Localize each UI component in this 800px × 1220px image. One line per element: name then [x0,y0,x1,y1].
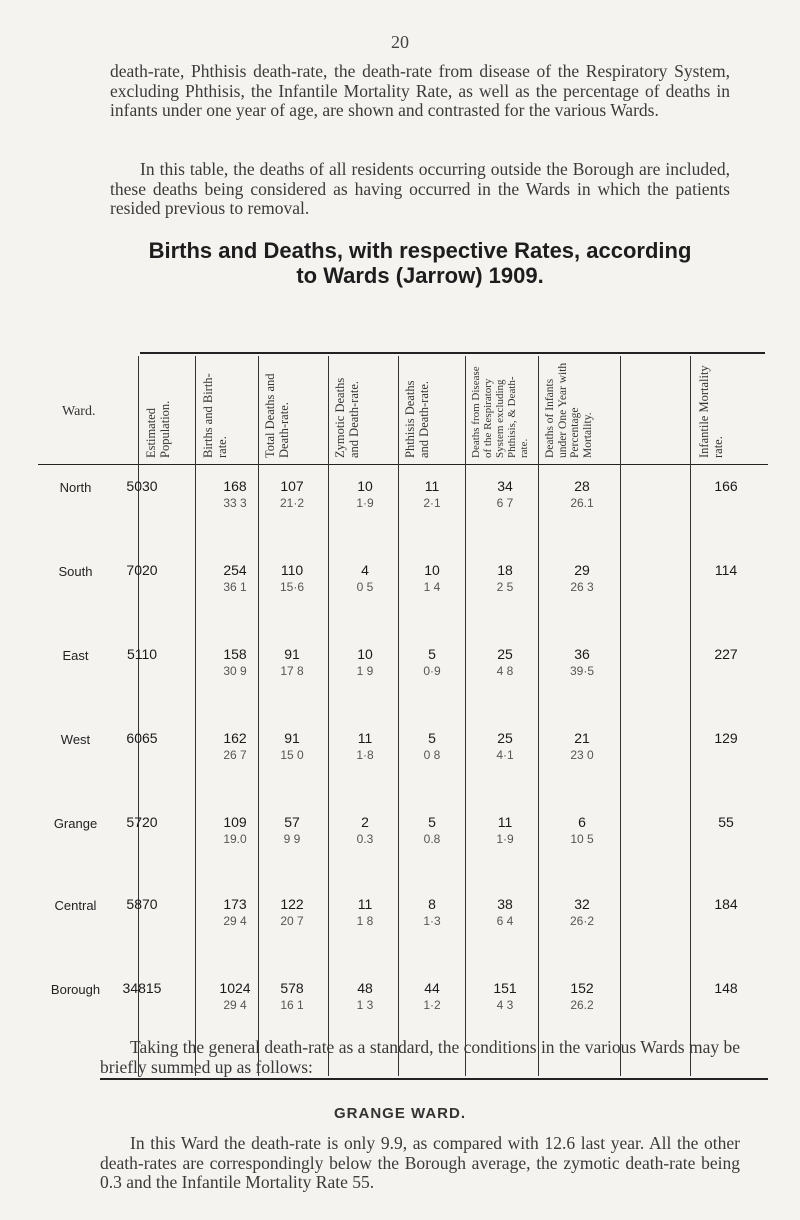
infant-mortality-cell: 148 [714,980,738,996]
ward-name: Grange [53,816,98,831]
phthisis-rate-cell: 0·9 [423,664,441,678]
phthisis-cell: 11 [424,478,440,494]
infant-pct-cell: 26.1 [570,496,594,510]
ward-name: Central [54,898,97,913]
phthisis-rate-cell: 1 4 [423,580,441,594]
header-infant-deaths: Deaths of Infants under One Year with Percentage Mortality. [544,362,594,458]
intro-paragraph-1: death-rate, Phthisis death-rate, the death-rate from disease of the Respiratory System, excluding Phthisis, the Infantile Mortality Rate, as well as the percentage of deaths in infants under one year of age, are shown and contrasted for the various Wards. [110,61,730,120]
infant-pct-cell: 26 3 [570,580,594,594]
respiratory-rate-cell: 4 8 [496,664,514,678]
deaths-cell: 91 [284,730,300,746]
ward-name: North [59,480,92,495]
zymotic-cell: 11 [357,896,373,912]
respiratory-cell: 11 [497,814,513,830]
table-title-line-1: Births and Deaths, with respective Rates, according [148,238,692,263]
respiratory-cell: 151 [493,980,517,996]
deaths-cell: 107 [280,478,304,494]
population-cell: 34815 [122,980,162,996]
phthisis-rate-cell: 2·1 [423,496,441,510]
header-zymotic-deaths: Zymotic Deaths and Death-rate. [333,377,361,458]
ward-name: Borough [50,982,101,997]
ward-name: South [58,564,93,579]
birth-rate-cell: 29 4 [223,914,247,928]
births-cell: 254 [223,562,247,578]
infant-deaths-cell: 21 [574,730,590,746]
phthisis-rate-cell: 0.8 [423,832,441,846]
zymotic-rate-cell: 0.3 [356,832,374,846]
phthisis-cell: 8 [428,896,436,912]
respiratory-cell: 34 [497,478,513,494]
birth-rate-cell: 26 7 [223,748,247,762]
infant-mortality-cell: 166 [714,478,738,494]
death-rate-cell: 15 0 [280,748,304,762]
infant-deaths-cell: 29 [574,562,590,578]
zymotic-cell: 10 [357,478,373,494]
population-cell: 5110 [126,646,158,662]
infant-pct-cell: 26·2 [569,914,595,928]
zymotic-rate-cell: 1·9 [356,496,374,510]
page-number: 20 [391,32,409,52]
birth-rate-cell: 30 9 [223,664,247,678]
table-bottom-rule [100,1078,768,1080]
summary-paragraph: Taking the general death-rate as a standard, the conditions in the various Wards may be briefly summed up as follows: [100,1037,740,1077]
phthisis-cell: 44 [424,980,440,996]
zymotic-rate-cell: 1 9 [356,664,374,678]
deaths-cell: 110 [280,562,304,578]
infant-pct-cell: 23 0 [570,748,594,762]
intro-paragraph-2: In this table, the deaths of all residents occurring outside the Borough are included, these deaths being considered as having occurred in the Wards in which the patients resided previous to removal. [110,159,730,218]
header-phthisis-deaths: Phthisis Deaths and Death-rate. [403,380,431,458]
ward-name: West [60,732,91,747]
phthisis-cell: 5 [428,646,436,662]
column-divider [465,356,466,1076]
column-divider [328,356,329,1076]
infant-deaths-cell: 32 [574,896,590,912]
phthisis-rate-cell: 0 8 [423,748,441,762]
phthisis-cell: 10 [424,562,440,578]
zymotic-cell: 10 [357,646,373,662]
death-rate-cell: 16 1 [280,998,304,1012]
infant-mortality-cell: 55 [718,814,734,830]
deaths-cell: 57 [284,814,300,830]
population-cell: 6065 [126,730,158,746]
zymotic-cell: 11 [357,730,373,746]
death-rate-cell: 20 7 [280,914,304,928]
respiratory-rate-cell: 6 7 [496,496,514,510]
zymotic-rate-cell: 0 5 [356,580,374,594]
respiratory-cell: 25 [497,730,513,746]
ward-name: East [62,648,89,663]
respiratory-rate-cell: 1·9 [496,832,514,846]
infant-mortality-cell: 114 [714,562,738,578]
table-title-line-2: to Wards (Jarrow) 1909. [296,263,544,288]
population-cell: 5030 [126,478,158,494]
zymotic-rate-cell: 1 8 [356,914,374,928]
birth-rate-cell: 19.0 [223,832,247,846]
grange-paragraph: In this Ward the death-rate is only 9.9, as compared with 12.6 last year. All the other death-rates are correspondingly below the Borough average, the zymotic death-rate being 0.3 and the Infantile Mortality Rate 55. [100,1133,740,1192]
death-rate-cell: 9 9 [283,832,301,846]
death-rate-cell: 17 8 [280,664,304,678]
zymotic-cell: 2 [361,814,369,830]
infant-pct-cell: 39·5 [569,664,595,678]
infant-deaths-cell: 6 [578,814,586,830]
table-top-rule [140,352,765,354]
phthisis-rate-cell: 1·2 [423,998,441,1012]
infant-mortality-cell: 184 [714,896,738,912]
death-rate-cell: 15·6 [279,580,305,594]
population-cell: 5870 [126,896,158,912]
respiratory-rate-cell: 2 5 [496,580,514,594]
infant-deaths-cell: 36 [574,646,590,662]
respiratory-cell: 18 [497,562,513,578]
birth-rate-cell: 29 4 [223,998,247,1012]
respiratory-rate-cell: 6 4 [496,914,514,928]
births-cell: 173 [223,896,247,912]
respiratory-rate-cell: 4·1 [496,748,514,762]
header-total-deaths: Total Deaths and Death-rate. [263,373,291,458]
respiratory-rate-cell: 4 3 [496,998,514,1012]
respiratory-cell: 25 [497,646,513,662]
column-divider [620,356,621,1076]
population-cell: 5720 [126,814,158,830]
header-births: Births and Birth-rate. [201,373,229,458]
births-cell: 1024 [219,980,251,996]
infant-mortality-cell: 129 [714,730,738,746]
column-divider [398,356,399,1076]
deaths-cell: 91 [284,646,300,662]
infant-deaths-cell: 152 [570,980,594,996]
deaths-cell: 578 [280,980,304,996]
phthisis-cell: 5 [428,730,436,746]
header-bottom-rule [38,464,768,465]
birth-rate-cell: 36 1 [223,580,247,594]
births-cell: 158 [223,646,247,662]
column-divider [138,356,139,1076]
column-divider [258,356,259,1076]
birth-rate-cell: 33 3 [223,496,247,510]
phthisis-cell: 5 [428,814,436,830]
ward-column-header: Ward. [62,404,96,419]
zymotic-cell: 4 [361,562,369,578]
infant-pct-cell: 26.2 [570,998,594,1012]
births-cell: 162 [223,730,247,746]
zymotic-rate-cell: 1·8 [356,748,374,762]
respiratory-cell: 38 [497,896,513,912]
phthisis-rate-cell: 1·3 [423,914,441,928]
column-divider [538,356,539,1076]
header-infantile-mortality: Infantile Mortality rate. [697,365,725,458]
infant-pct-cell: 10 5 [570,832,594,846]
births-cell: 168 [223,478,247,494]
population-cell: 7020 [126,562,158,578]
header-respiratory-deaths: Deaths from Disease of the Respiratory System excluding Phthisis, & Death-rate. [470,366,530,458]
column-divider [195,356,196,1076]
deaths-cell: 122 [280,896,304,912]
births-cell: 109 [223,814,247,830]
header-estimated-population: Estimated Population. [144,400,172,458]
infant-deaths-cell: 28 [574,478,590,494]
column-divider [690,356,691,1076]
death-rate-cell: 21·2 [279,496,305,510]
zymotic-cell: 48 [357,980,373,996]
zymotic-rate-cell: 1 3 [356,998,374,1012]
grange-ward-heading: GRANGE WARD. [334,1105,466,1122]
infant-mortality-cell: 227 [714,646,738,662]
